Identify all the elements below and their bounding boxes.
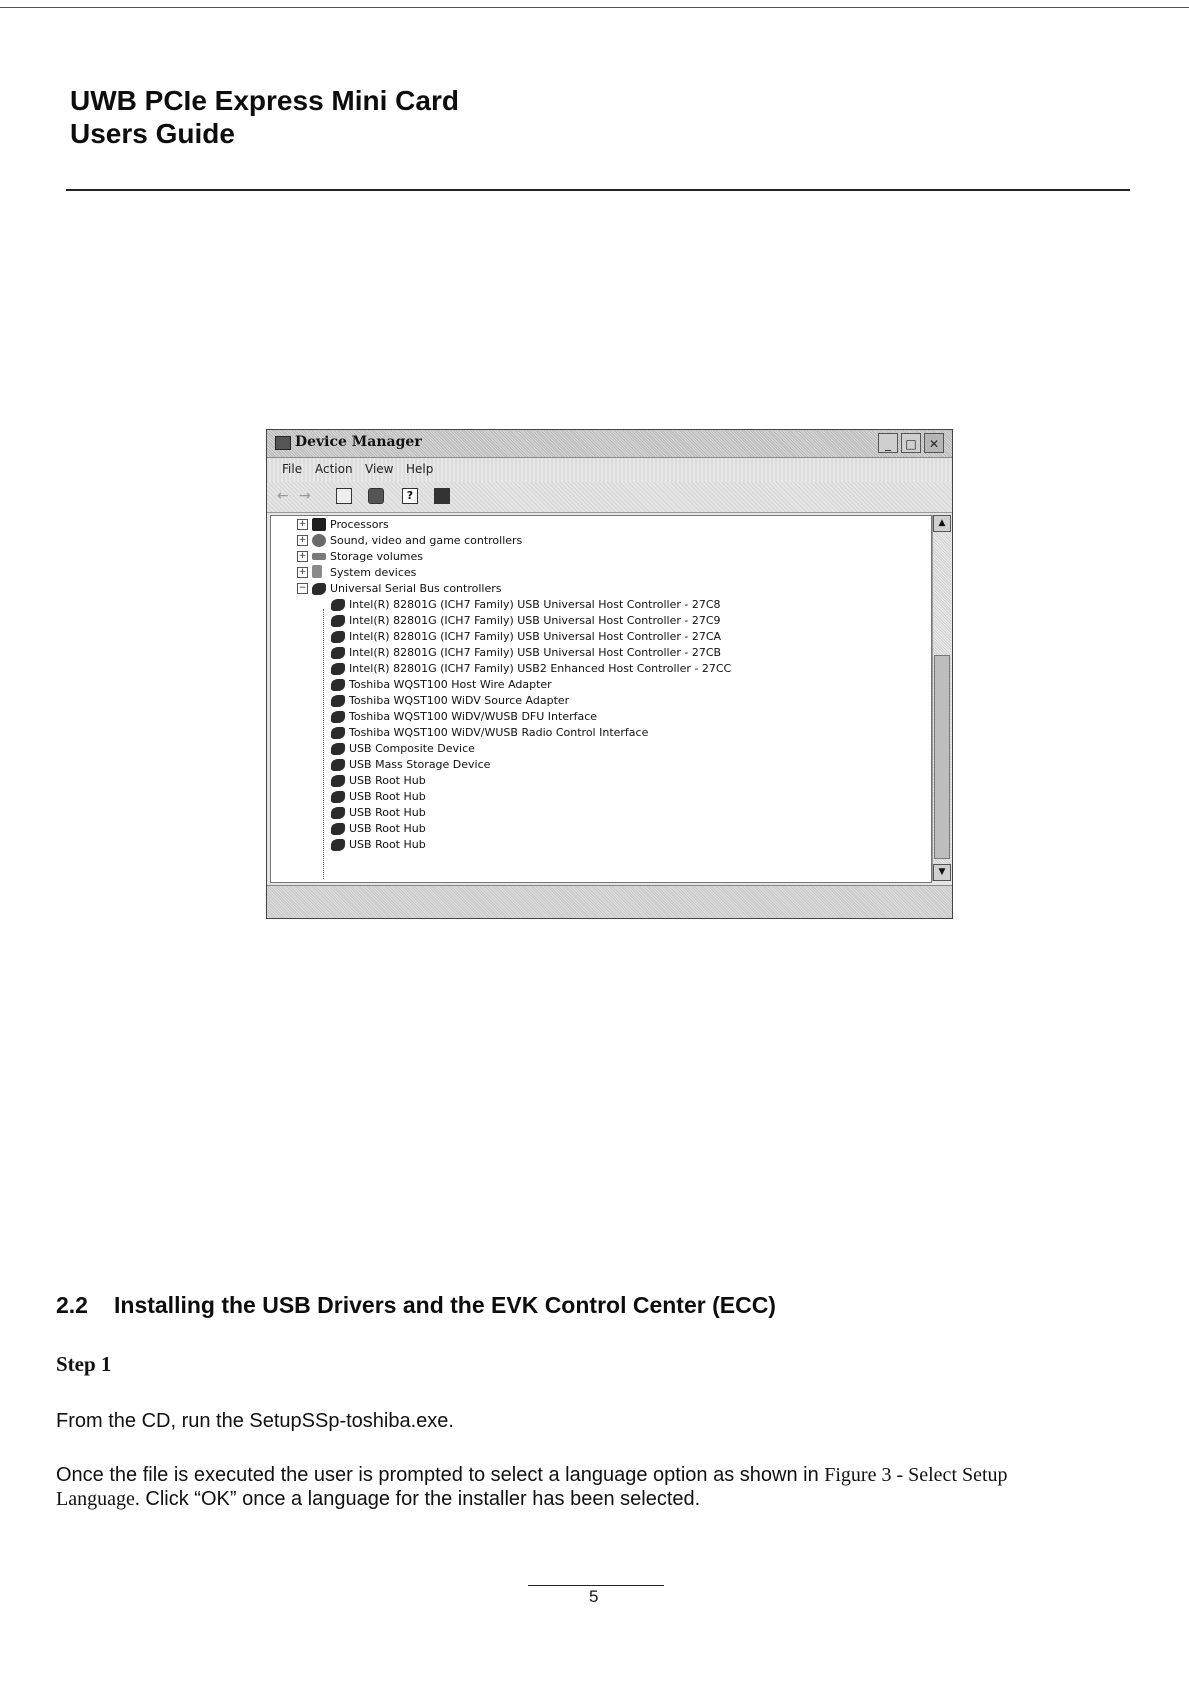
section-number: 2.2: [56, 1292, 88, 1318]
menu-view[interactable]: View: [365, 462, 394, 476]
processor-icon: [312, 518, 326, 531]
minimize-button[interactable]: _: [878, 433, 898, 453]
section-title: Installing the USB Drivers and the EVK Control Center (ECC): [114, 1292, 776, 1318]
maximize-button[interactable]: □: [901, 433, 921, 453]
usb-icon: [331, 759, 345, 771]
title-line-1: UWB PCIe Express Mini Card: [70, 85, 459, 116]
forward-icon[interactable]: →: [299, 488, 311, 504]
tree-item-label: Sound, video and game controllers: [330, 534, 523, 547]
footer-rule: [528, 1585, 664, 1586]
usb-icon: [312, 583, 326, 595]
usb-icon: [331, 823, 345, 835]
usb-device-item[interactable]: [271, 740, 911, 757]
usb-icon: [331, 599, 345, 611]
collapse-icon[interactable]: −: [298, 583, 307, 593]
tree-item-system[interactable]: [271, 564, 911, 581]
menu-file[interactable]: File: [282, 462, 303, 476]
scroll-thumb[interactable]: [934, 655, 950, 859]
help-icon[interactable]: ?: [402, 488, 418, 504]
usb-device-label: Intel(R) 82801G (ICH7 Family) USB Universal Host Controller - 27CA: [349, 630, 722, 643]
usb-device-label: Toshiba WQST100 WiDV/WUSB Radio Control Interface: [349, 726, 649, 739]
expand-icon[interactable]: +: [298, 567, 307, 577]
usb-device-item[interactable]: [271, 772, 911, 789]
section-heading: [56, 1292, 776, 1319]
usb-icon: [331, 695, 345, 707]
close-button[interactable]: ✕: [924, 433, 944, 453]
usb-icon: [331, 663, 345, 675]
system-icon: [312, 565, 322, 578]
usb-device-item[interactable]: [271, 612, 911, 629]
usb-device-label: Intel(R) 82801G (ICH7 Family) USB Universal Host Controller - 27C8: [349, 598, 721, 611]
device-manager-app-icon: [275, 436, 291, 450]
tree-item-sound[interactable]: [271, 532, 911, 549]
usb-device-label: USB Root Hub: [349, 790, 426, 803]
tree-item-storage[interactable]: [271, 548, 911, 565]
paragraph-text: Click “OK” once a language for the installer has been selected.: [139, 1488, 701, 1510]
usb-icon: [331, 791, 345, 803]
scroll-down-button[interactable]: ▼: [933, 864, 951, 881]
usb-device-label: Toshiba WQST100 WiDV Source Adapter: [349, 694, 570, 707]
expand-icon[interactable]: +: [298, 535, 307, 545]
usb-device-item[interactable]: [271, 692, 911, 709]
menu-help[interactable]: Help: [406, 462, 434, 476]
usb-device-label: USB Root Hub: [349, 838, 426, 851]
top-rule: [0, 7, 1189, 8]
tree-item-processors[interactable]: [271, 516, 911, 533]
tree-item-usb-controllers[interactable]: [271, 580, 911, 597]
usb-device-item[interactable]: [271, 836, 911, 853]
window-titlebar[interactable]: [267, 430, 952, 458]
usb-device-item[interactable]: [271, 708, 911, 725]
menu-bar: [267, 458, 952, 482]
usb-device-label: USB Root Hub: [349, 806, 426, 819]
usb-device-item[interactable]: [271, 756, 911, 773]
usb-device-item[interactable]: [271, 804, 911, 821]
document-title: [70, 84, 459, 150]
usb-icon: [331, 839, 345, 851]
usb-icon: [331, 631, 345, 643]
usb-device-label: USB Mass Storage Device: [349, 758, 491, 771]
window-title: Device Manager: [295, 434, 422, 450]
usb-device-label: USB Root Hub: [349, 822, 426, 835]
usb-device-item[interactable]: [271, 724, 911, 741]
usb-device-label: USB Root Hub: [349, 774, 426, 787]
menu-action[interactable]: Action: [315, 462, 353, 476]
paragraph-text: Once the file is executed the user is prompted to select a language option as shown in: [56, 1464, 825, 1486]
usb-device-label: USB Composite Device: [349, 742, 475, 755]
usb-device-label: Intel(R) 82801G (ICH7 Family) USB Universal Host Controller - 27C9: [349, 614, 721, 627]
tree-item-label: Processors: [330, 518, 389, 531]
tree-item-label: Storage volumes: [330, 550, 424, 563]
tree-item-label: Universal Serial Bus controllers: [330, 582, 502, 595]
back-icon[interactable]: ←: [277, 488, 289, 504]
usb-icon: [331, 647, 345, 659]
toolbar: [267, 482, 952, 513]
status-bar: [267, 885, 952, 918]
usb-device-label: Intel(R) 82801G (ICH7 Family) USB2 Enhanced Host Controller - 27CC: [349, 662, 732, 675]
vertical-scrollbar[interactable]: [932, 515, 951, 881]
usb-device-item[interactable]: [271, 676, 911, 693]
print-icon[interactable]: [368, 488, 384, 504]
usb-device-item[interactable]: [271, 660, 911, 677]
figure-reference: Figure 3 - Select Setup Language.: [56, 1464, 1008, 1510]
usb-device-item[interactable]: [271, 628, 911, 645]
tree-item-label: System devices: [330, 566, 417, 579]
expand-icon[interactable]: +: [298, 519, 307, 529]
usb-icon: [331, 679, 345, 691]
usb-device-label: Intel(R) 82801G (ICH7 Family) USB Universal Host Controller - 27CB: [349, 646, 722, 659]
page-number: 5: [589, 1587, 599, 1606]
usb-device-label: Toshiba WQST100 Host Wire Adapter: [349, 678, 552, 691]
title-line-2: Users Guide: [70, 118, 235, 149]
properties-icon[interactable]: [336, 488, 352, 504]
storage-icon: [312, 553, 326, 560]
step-label: Step 1: [56, 1352, 112, 1376]
usb-device-item[interactable]: [271, 596, 911, 613]
header-rule: [66, 189, 1130, 191]
device-manager-window: [266, 429, 953, 919]
scan-hardware-icon[interactable]: [434, 488, 450, 504]
instruction-paragraph-1: From the CD, run the SetupSSp-toshiba.exe.: [56, 1410, 454, 1432]
usb-device-item[interactable]: [271, 788, 911, 805]
usb-device-item[interactable]: [271, 644, 911, 661]
device-tree: [270, 515, 932, 883]
usb-icon: [331, 743, 345, 755]
usb-icon: [331, 615, 345, 627]
sound-icon: [312, 534, 326, 547]
usb-device-label: Toshiba WQST100 WiDV/WUSB DFU Interface: [349, 710, 598, 723]
usb-icon: [331, 807, 345, 819]
usb-icon: [331, 711, 345, 723]
expand-icon[interactable]: +: [298, 551, 307, 561]
instruction-paragraph-2: [56, 1463, 1056, 1511]
scroll-up-button[interactable]: ▲: [933, 515, 951, 532]
usb-device-item[interactable]: [271, 820, 911, 837]
usb-icon: [331, 775, 345, 787]
usb-icon: [331, 727, 345, 739]
